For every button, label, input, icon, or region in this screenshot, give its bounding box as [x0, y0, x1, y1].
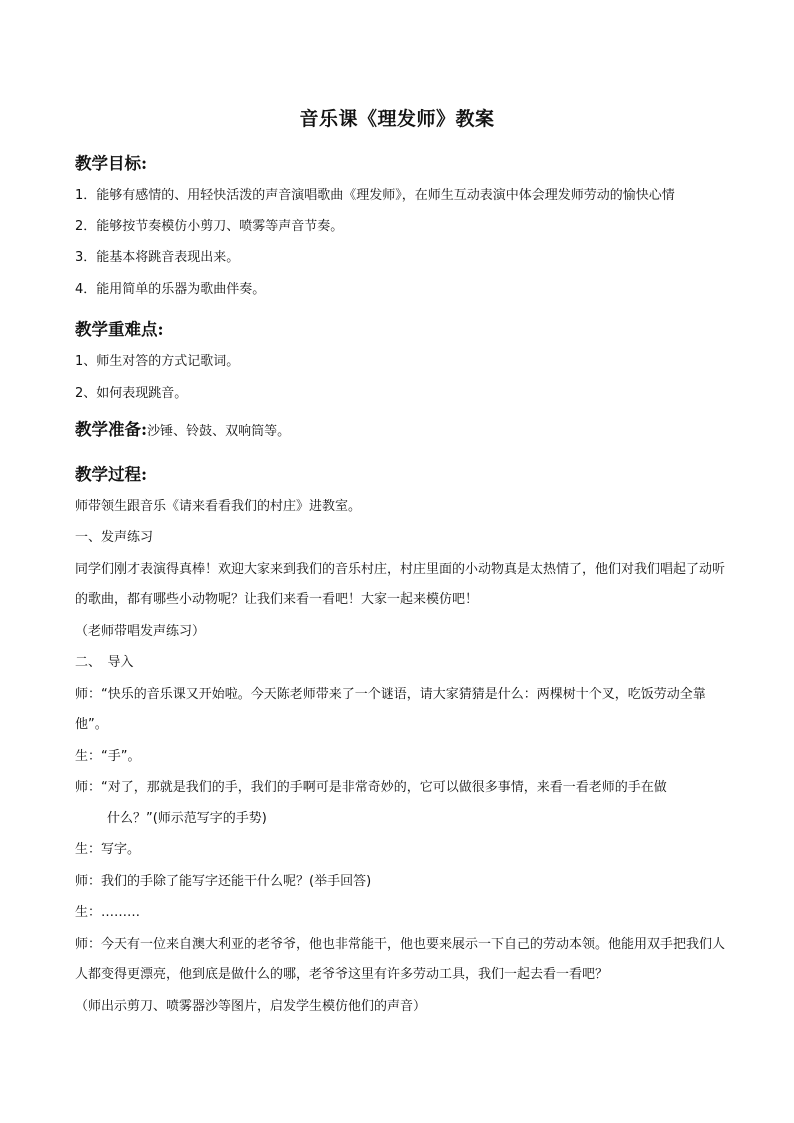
process-line: 师带领生跟音乐《请来看看我们的村庄》进教室。 — [75, 499, 362, 514]
process-line: 生：……… — [75, 905, 141, 920]
objective-item: 4．能用简单的乐器为歌曲伴奏。 — [75, 282, 266, 297]
keypoint-item: 1、师生对答的方式记歌词。 — [75, 354, 240, 369]
preparation-line — [75, 420, 290, 442]
process-subheading: 一、发声练习 — [75, 530, 154, 545]
process-line: 生：“手”。 — [75, 749, 141, 764]
process-paragraph: 师：“快乐的音乐课又开始啦。今天陈老师带来了一个谜语，请大家猜猜是什么：两棵树十个叉，吃饭劳动全靠他”。 — [75, 687, 706, 732]
document-title: 音乐课《理发师》教案 — [299, 108, 495, 130]
objectives-heading: 教学目标: — [75, 154, 148, 173]
keypoint-item: 2、如何表现跳音。 — [75, 386, 188, 401]
process-paragraph: 同学们刚才表演得真棒！欢迎大家来到我们的音乐村庄，村庄里面的小动物真是太热情了，他们对我们唱起了动听的歌曲，都有哪些小动物呢？让我们来看一看吧！大家一起来模仿吧！ — [75, 562, 726, 607]
process-line: 生：写字。 — [75, 842, 141, 857]
process-heading: 教学过程: — [75, 465, 148, 484]
process-line: （老师带唱发声练习） — [75, 624, 206, 639]
objective-item: 3．能基本将跳音表现出来。 — [75, 250, 240, 265]
preparation-heading: 教学准备: — [75, 420, 148, 439]
process-paragraph: 师：今天有一位来自澳大利亚的老爷爷，他也非常能干，他也要来展示一下自己的劳动本领。他能用双手把我们人人都变得更漂亮，他到底是做什么的哪，老爷爷这里有许多劳动工具，我们一起去看一看吧？ — [75, 937, 726, 982]
keypoints-heading: 教学重难点: — [75, 320, 164, 339]
preparation-text: 沙锤、铃鼓、双响筒等。 — [147, 424, 291, 439]
process-line: （师出示剪刀、喷雾器沙等图片，启发学生模仿他们的声音） — [75, 999, 427, 1014]
process-line: 师：我们的手除了能写字还能干什么呢？(举手回答) — [75, 874, 372, 889]
objective-item: 1．能够有感情的、用轻快活泼的声音演唱歌曲《理发师》，在师生互动表演中体会理发师劳动的愉快心情 — [75, 188, 675, 203]
process-line: 师：“对了，那就是我们的手，我们的手啊可是非常奇妙的，它可以做很多事情，来看一看老师的手在做 — [75, 780, 667, 795]
objective-item: 2．能够按节奏模仿小剪刀、喷雾等声音节奏。 — [75, 219, 344, 234]
process-line: 什么？”(师示范写字的手势) — [107, 811, 267, 826]
process-subheading: 二、 导入 — [75, 655, 134, 670]
